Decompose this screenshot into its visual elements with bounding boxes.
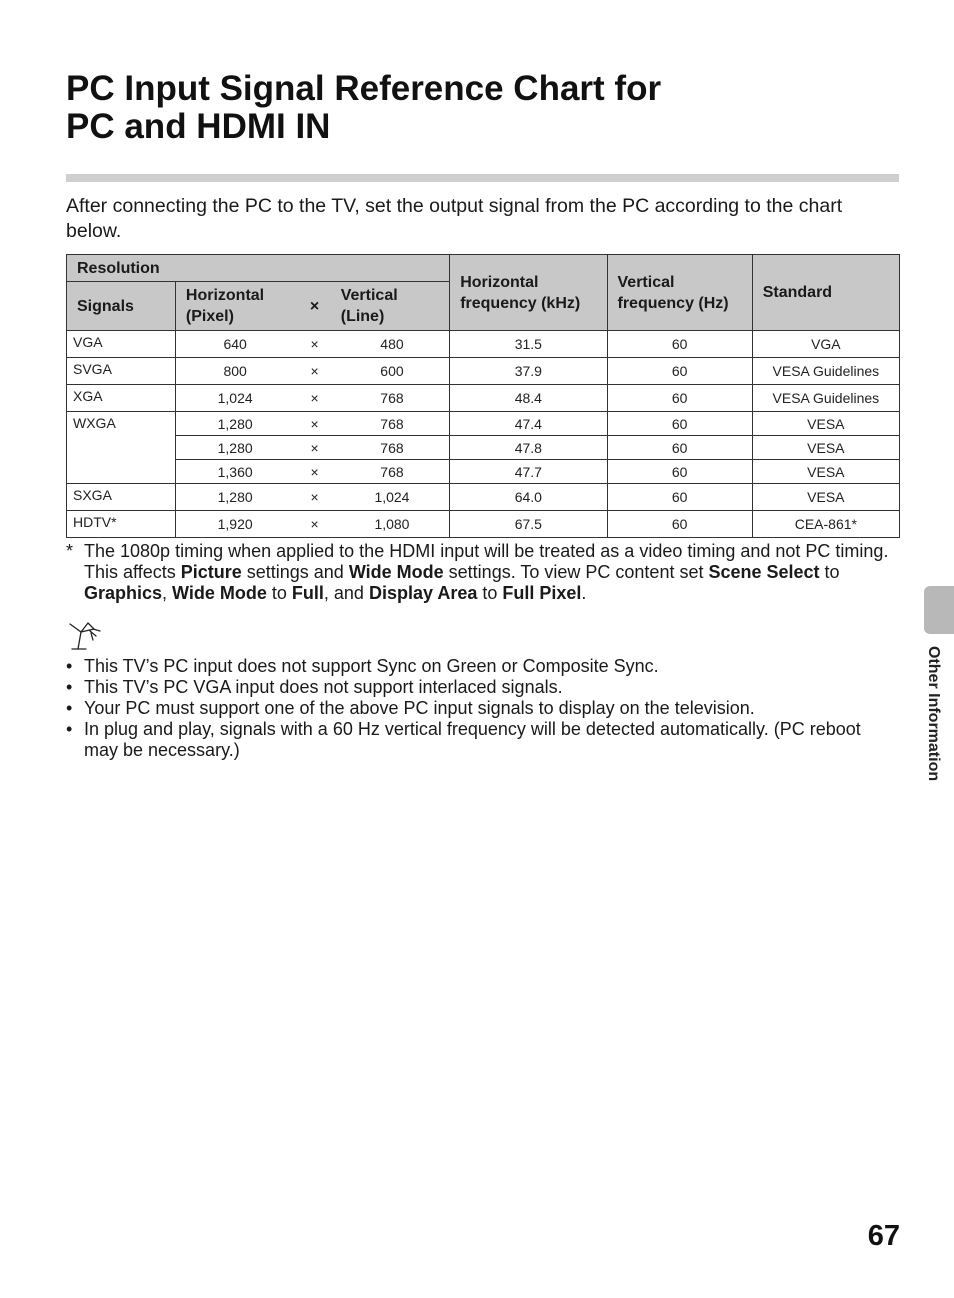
table-row: [67, 511, 900, 538]
vertical-frequency: 60: [607, 460, 752, 484]
page-title-line-1: PC Input Signal Reference Chart for: [66, 69, 662, 108]
intro-text: After connecting the PC to the TV, set the output signal from the PC according to the chart below.: [66, 195, 843, 242]
standard: VESA: [752, 460, 899, 484]
bullet-dot: •: [66, 719, 73, 739]
horizontal-pixels: 1,024: [175, 385, 294, 412]
footnote: [66, 541, 899, 604]
footnote-term: Full: [291, 583, 324, 603]
footnote-text-part: settings. To view PC content set: [443, 562, 709, 582]
footnote-term: Picture: [180, 562, 242, 582]
title-divider: [66, 174, 899, 182]
footnote-text-part: settings and: [241, 562, 349, 582]
list-item-text: In plug and play, signals with a 60 Hz vertical frequency will be detected automatically. (PC reboot may be necessary.): [84, 719, 861, 760]
header-horizontal-pixel: Horizontal (Pixel): [175, 282, 294, 331]
times-sign: ×: [294, 511, 334, 538]
vertical-lines: 600: [335, 358, 450, 385]
signal-name: SXGA: [67, 484, 176, 511]
bullet-dot: •: [66, 677, 73, 697]
times-sign: ×: [294, 385, 334, 412]
footnote-text-part: to: [477, 583, 503, 603]
header-resolution: Resolution: [67, 255, 450, 282]
horizontal-frequency: 48.4: [450, 385, 607, 412]
footnote-term: Graphics: [84, 583, 163, 603]
header-vertical-frequency: Vertical frequency (Hz): [607, 255, 752, 331]
footnote-asterisk: *: [66, 541, 74, 561]
footnote-text-part: to: [266, 583, 292, 603]
times-sign: ×: [294, 436, 334, 460]
vertical-frequency: 60: [607, 511, 752, 538]
vertical-lines: 480: [335, 331, 450, 358]
footnote-text-part: The 1080p timing when applied to the HDMI input will be treated as a video timing and not PC timing. This affects: [84, 541, 889, 582]
notes-list: [66, 656, 899, 761]
times-sign: ×: [294, 484, 334, 511]
header-vertical-line: Vertical (Line): [335, 282, 450, 331]
signal-name: HDTV*: [67, 511, 176, 538]
section-side-label: [920, 646, 944, 816]
footnote-term: Wide Mode: [172, 583, 267, 603]
list-item: [66, 719, 899, 761]
list-item: [66, 677, 899, 698]
list-item-text: Your PC must support one of the above PC input signals to display on the television.: [84, 698, 755, 718]
times-sign: ×: [294, 358, 334, 385]
vertical-frequency: 60: [607, 412, 752, 436]
footnote-text-part: ,: [162, 583, 173, 603]
horizontal-frequency: 31.5: [450, 331, 607, 358]
footnote-text: [84, 541, 899, 604]
signal-name: WXGA: [67, 412, 176, 484]
standard: VESA: [752, 436, 899, 460]
desk-lamp-hint-icon: [66, 618, 104, 652]
vertical-lines: 1,024: [335, 484, 450, 511]
horizontal-pixels: 1,360: [175, 460, 294, 484]
header-standard: Standard: [752, 255, 899, 331]
vertical-lines: 768: [335, 436, 450, 460]
times-sign: ×: [294, 412, 334, 436]
table-row: [67, 331, 900, 358]
standard: VESA Guidelines: [752, 358, 899, 385]
vertical-lines: 768: [335, 385, 450, 412]
header-signals: Signals: [67, 282, 176, 331]
footnote-text-part: , and: [323, 583, 369, 603]
signal-name: VGA: [67, 331, 176, 358]
vertical-frequency: 60: [607, 331, 752, 358]
signal-name: XGA: [67, 385, 176, 412]
horizontal-frequency: 47.8: [450, 436, 607, 460]
vertical-lines: 768: [335, 412, 450, 436]
horizontal-frequency: 47.4: [450, 412, 607, 436]
bullet-dot: •: [66, 656, 73, 676]
horizontal-pixels: 1,280: [175, 484, 294, 511]
horizontal-pixels: 1,920: [175, 511, 294, 538]
footnote-text-part: to: [819, 562, 840, 582]
page-title: [66, 70, 786, 146]
table-row: [67, 436, 900, 460]
header-horizontal-frequency: Horizontal frequency (kHz): [450, 255, 607, 331]
horizontal-frequency: 37.9: [450, 358, 607, 385]
table-header-row-1: [67, 255, 900, 282]
page-title-line-2: PC and HDMI IN: [66, 107, 331, 146]
table-row: [67, 385, 900, 412]
standard: VESA: [752, 484, 899, 511]
standard: VESA: [752, 412, 899, 436]
list-item-text: This TV’s PC input does not support Sync on Green or Composite Sync.: [84, 656, 659, 676]
horizontal-pixels: 800: [175, 358, 294, 385]
standard: CEA-861*: [752, 511, 899, 538]
footnote-term: Wide Mode: [348, 562, 444, 582]
footnote-term: Scene Select: [708, 562, 820, 582]
footnote-term: Full Pixel: [502, 583, 582, 603]
table-row: [67, 460, 900, 484]
horizontal-frequency: 47.7: [450, 460, 607, 484]
list-item-text: This TV’s PC VGA input does not support interlaced signals.: [84, 677, 563, 697]
horizontal-frequency: 64.0: [450, 484, 607, 511]
table-row: [67, 358, 900, 385]
horizontal-pixels: 640: [175, 331, 294, 358]
section-side-tab: [924, 586, 954, 634]
vertical-frequency: 60: [607, 436, 752, 460]
times-sign: ×: [294, 460, 334, 484]
horizontal-pixels: 1,280: [175, 436, 294, 460]
footnote-text-part: .: [581, 583, 587, 603]
horizontal-pixels: 1,280: [175, 412, 294, 436]
signal-reference-table: [66, 254, 900, 538]
vertical-frequency: 60: [607, 385, 752, 412]
signal-name: SVGA: [67, 358, 176, 385]
bullet-dot: •: [66, 698, 73, 718]
table-row: [67, 484, 900, 511]
page-number: 67: [867, 1220, 900, 1252]
standard: VESA Guidelines: [752, 385, 899, 412]
footnote-term: Display Area: [368, 583, 478, 603]
header-times-sign: ×: [294, 282, 334, 331]
table-row: [67, 412, 900, 436]
list-item: [66, 656, 899, 677]
list-item: [66, 698, 899, 719]
times-sign: ×: [294, 331, 334, 358]
section-side-label-text: Other Information: [925, 646, 942, 782]
vertical-frequency: 60: [607, 484, 752, 511]
vertical-lines: 1,080: [335, 511, 450, 538]
horizontal-frequency: 67.5: [450, 511, 607, 538]
vertical-frequency: 60: [607, 358, 752, 385]
standard: VGA: [752, 331, 899, 358]
vertical-lines: 768: [335, 460, 450, 484]
